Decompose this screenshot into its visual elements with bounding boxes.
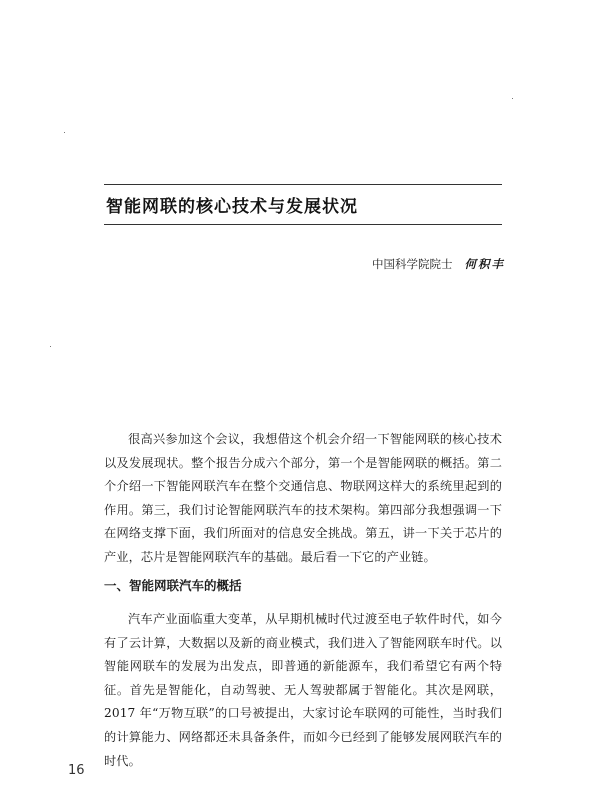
title-rule-top	[104, 184, 502, 185]
scan-speck	[512, 98, 513, 99]
section-heading: 一、智能网联汽车的概括	[104, 578, 242, 593]
intro-paragraph: 很高兴参加这个会议，我想借这个机会介绍一下智能网联的核心技术以及发展现状。整个报告分成六个部分，第一个是智能网联的概括。第二个介绍一下智能网联汽车在整个交通信息、物联网这样大的系统里起到的作用。第三，我们讨论智能网联汽车的技术架构。第四部分我想强调一下在网络支撑下面，我们所面对的信息安全挑战。第五，讲一下关于芯片的产业，芯片是智能网联汽车的基础。最后看一下它的产业链。	[104, 432, 502, 564]
page-number: 16	[68, 763, 85, 778]
author-affiliation: 中国科学院院士	[372, 257, 453, 271]
author-byline	[372, 256, 505, 272]
body-paragraph: 汽车产业面临重大变革，从早期机械时代过渡至电子软件时代，如今有了云计算，大数据以及新的商业模式，我们进入了智能网联车时代。以智能网联车的发展为出发点，即普通的新能源车，我们希望它有两个特征。首先是智能化，自动驾驶、无人驾驶都属于智能化。其次是网联，2017 年“万物互联”的口号被提出，大家讨论车联网的可能性，当时我们的计算能力、网络都还未具备条件，而如今已经到了能够发展网联汽车的时代。	[104, 612, 502, 768]
scan-speck	[64, 132, 65, 133]
article-title: 智能网联的核心技术与发展状况	[106, 197, 358, 217]
scan-speck	[50, 346, 51, 347]
author-signature: 何积丰	[464, 257, 505, 271]
title-rule-bottom	[104, 224, 502, 225]
